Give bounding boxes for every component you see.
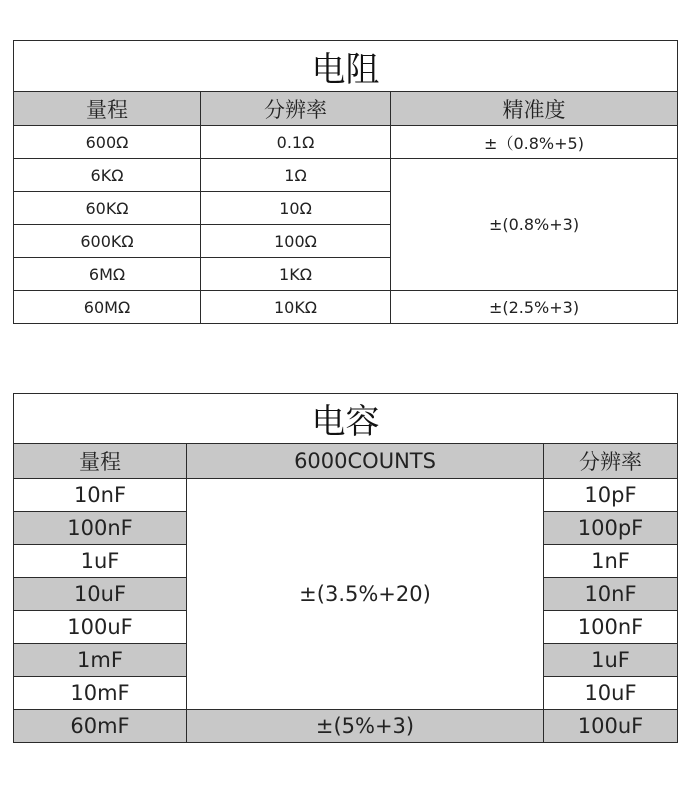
range-cell: 60mF	[14, 710, 187, 743]
resolution-cell: 100Ω	[201, 225, 391, 258]
resolution-cell: 10Ω	[201, 192, 391, 225]
resolution-cell: 1nF	[544, 545, 678, 578]
resolution-cell: 0.1Ω	[201, 126, 391, 159]
accuracy-cell: ±(5%+3)	[187, 710, 544, 743]
resolution-cell: 1uF	[544, 644, 678, 677]
range-cell: 600KΩ	[14, 225, 201, 258]
range-cell: 100uF	[14, 611, 187, 644]
range-cell: 100nF	[14, 512, 187, 545]
resolution-cell: 1KΩ	[201, 258, 391, 291]
accuracy-cell: ±(2.5%+3)	[391, 291, 678, 324]
header-accuracy: 精准度	[391, 92, 678, 126]
range-cell: 1uF	[14, 545, 187, 578]
resolution-cell: 100uF	[544, 710, 678, 743]
resolution-cell: 10nF	[544, 578, 678, 611]
range-cell: 10uF	[14, 578, 187, 611]
table-row	[14, 291, 678, 324]
resolution-cell: 10pF	[544, 479, 678, 512]
resolution-cell: 10KΩ	[201, 291, 391, 324]
range-cell: 600Ω	[14, 126, 201, 159]
resolution-cell: 100nF	[544, 611, 678, 644]
resolution-cell: 10uF	[544, 677, 678, 710]
table-row	[14, 126, 678, 159]
table-row	[14, 479, 678, 512]
range-cell: 6MΩ	[14, 258, 201, 291]
capacitance-title: 电容	[14, 394, 678, 444]
table-row	[14, 710, 678, 743]
accuracy-cell: ±（0.8%+5)	[391, 126, 678, 159]
range-cell: 60MΩ	[14, 291, 201, 324]
header-resolution: 分辨率	[201, 92, 391, 126]
range-cell: 1mF	[14, 644, 187, 677]
table-row	[14, 159, 678, 192]
accuracy-cell: ±(0.8%+3)	[391, 159, 678, 291]
range-cell: 60KΩ	[14, 192, 201, 225]
range-cell: 6KΩ	[14, 159, 201, 192]
header-range: 量程	[14, 444, 187, 479]
header-range: 量程	[14, 92, 201, 126]
accuracy-cell: ±(3.5%+20)	[187, 479, 544, 710]
resistance-title: 电阻	[14, 41, 678, 92]
resolution-cell: 1Ω	[201, 159, 391, 192]
capacitance-table	[13, 393, 678, 743]
header-resolution: 分辨率	[544, 444, 678, 479]
range-cell: 10mF	[14, 677, 187, 710]
resolution-cell: 100pF	[544, 512, 678, 545]
resistance-table	[13, 40, 678, 324]
header-counts: 6000COUNTS	[187, 444, 544, 479]
range-cell: 10nF	[14, 479, 187, 512]
